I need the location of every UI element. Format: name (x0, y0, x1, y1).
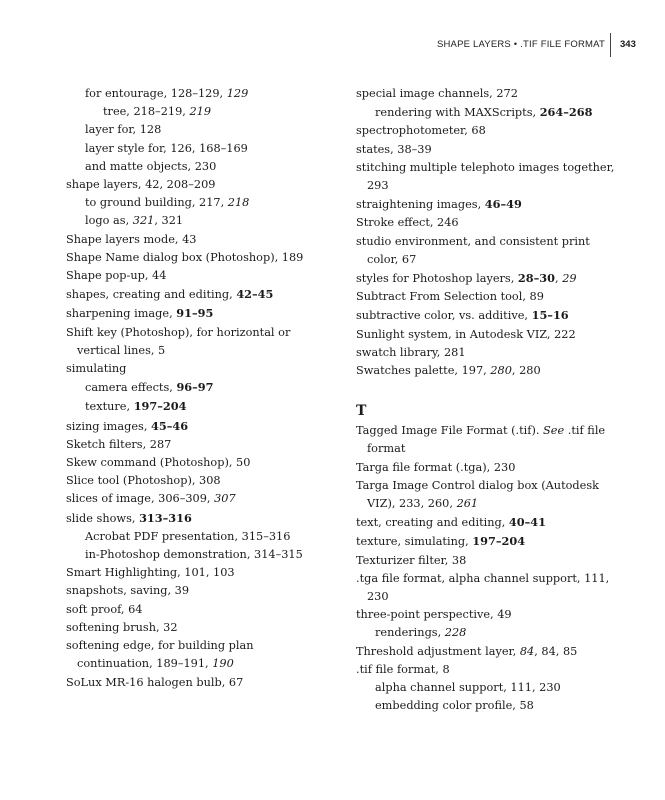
index-entry (66, 637, 328, 673)
entry-text: in-Photoshop demonstration, 314–315 (85, 548, 303, 562)
page-ref-italic: 29 (562, 272, 577, 286)
index-entry (66, 509, 328, 528)
index-entry (66, 674, 328, 692)
entry-text: texture, simulating, (356, 535, 473, 549)
index-entry (66, 417, 328, 436)
entry-text: Slice tool (Photoshop), 308 (66, 474, 221, 488)
entry-text: sharpening image, (66, 307, 177, 321)
entry-text: slide shows, (66, 511, 140, 525)
index-entry (356, 326, 618, 344)
entry-text: SoLux MR-16 halogen bulb, 67 (66, 675, 244, 689)
entry-text: logo as, (85, 214, 133, 228)
entry-text: slices of image, 306–309, (66, 492, 215, 506)
entry-text: styles for Photoshop layers, (356, 272, 518, 286)
index-entry (356, 269, 618, 288)
index-subentry (356, 679, 618, 697)
index-entry (66, 472, 328, 490)
entry-text: Swatches palette, 197, (356, 364, 491, 378)
entry-text: for entourage, 128–129, (85, 87, 227, 100)
entry-text: layer for, 128 (85, 123, 162, 137)
entry-text: , (555, 272, 563, 286)
page-ref-bold: 42–45 (236, 287, 274, 302)
index-entry (66, 564, 328, 582)
entry-text: Sunlight system, in Autodesk VIZ, 222 (356, 327, 576, 341)
index-subentry (66, 528, 328, 546)
index-entry (356, 159, 618, 195)
entry-text: soft proof, 64 (66, 602, 143, 616)
index-subentry (66, 158, 328, 176)
index-entry (66, 324, 328, 360)
index-entry (356, 661, 618, 679)
index-entry (356, 233, 618, 269)
entry-text: stitching multiple telephoto images together, 293 (356, 160, 615, 193)
index-group-t (356, 422, 618, 715)
index-entry (356, 122, 618, 140)
page-ref-bold: 313–316 (139, 510, 192, 525)
entry-text: Threshold adjustment layer, (356, 644, 520, 658)
entry-text: Stroke effect, 246 (356, 216, 459, 230)
index-group-s-continued (356, 85, 618, 380)
page-ref-bold: 46–49 (484, 197, 522, 212)
index-entry (66, 436, 328, 454)
entry-text: Shape Name dialog box (Photoshop), 189 (66, 250, 304, 264)
entry-text: simulating (66, 362, 127, 376)
index-entry (356, 288, 618, 306)
entry-text: renderings, (375, 626, 445, 640)
page-ref-bold: 28–30 (517, 271, 555, 286)
running-header-title: SHAPE LAYERS • .TIF FILE FORMAT (436, 39, 605, 50)
page-ref-bold: 197–204 (133, 399, 187, 414)
entry-text: Targa Image Control dialog box (Autodesk VIZ), 233, 260, (356, 478, 599, 511)
entry-text: shape layers, 42, 208–209 (66, 178, 216, 192)
index-subentry (66, 103, 328, 121)
entry-text: Skew command (Photoshop), 50 (66, 456, 251, 470)
page-ref-italic: 129 (226, 87, 249, 100)
entry-text: straightening images, (356, 198, 485, 212)
page-ref-bold: 96–97 (176, 380, 214, 395)
page-ref-bold: 264–268 (539, 105, 593, 120)
index-column-right (356, 85, 618, 716)
index-entry (356, 643, 618, 661)
index-column-left (66, 85, 328, 692)
index-entry (356, 606, 618, 624)
entry-text: Subtract From Selection tool, 89 (356, 290, 544, 304)
index-subentry (66, 194, 328, 212)
entry-text: rendering with MAXScripts, (375, 106, 540, 120)
index-entry (66, 231, 328, 249)
entry-text: spectrophotometer, 68 (356, 124, 486, 138)
index-entry (356, 570, 618, 606)
page-ref-italic: See (543, 424, 565, 438)
index-entry (66, 490, 328, 508)
index-subentry (66, 378, 328, 397)
index-entry (66, 176, 328, 194)
running-header (0, 39, 665, 55)
page-ref-bold: 45–46 (151, 418, 189, 433)
index-entry (356, 141, 618, 159)
page-ref-bold: 91–95 (176, 306, 214, 321)
entry-text: sizing images, (66, 419, 152, 433)
entry-text: , 84, 85 (534, 644, 578, 658)
index-entry (356, 459, 618, 477)
entry-text: shapes, creating and editing, (66, 288, 237, 302)
page-ref-italic: 307 (214, 492, 236, 506)
index-entry (356, 532, 618, 551)
entry-text: .tga file format, alpha channel support, 111, 230 (356, 571, 610, 604)
page-ref-italic: 280 (490, 364, 512, 378)
entry-text: Sketch filters, 287 (66, 437, 172, 451)
page-ref-italic: 190 (212, 657, 234, 671)
section-letter-heading: T (356, 403, 367, 420)
entry-text: alpha channel support, 111, 230 (375, 681, 561, 695)
page-ref-italic: 219 (189, 105, 212, 119)
header-divider (610, 33, 611, 57)
index-entry (356, 306, 618, 325)
index-subentry (66, 546, 328, 564)
index-entry (356, 85, 618, 103)
index-entry (66, 285, 328, 304)
entry-text: studio environment, and consistent print color, 67 (356, 234, 590, 266)
index-entry (66, 249, 328, 267)
index-subentry (356, 624, 618, 642)
entry-text: Targa file format (.tga), 230 (356, 460, 516, 474)
index-entry (66, 267, 328, 285)
entry-text: three-point perspective, 49 (356, 608, 512, 622)
entry-text: swatch library, 281 (356, 345, 466, 359)
index-subentry (66, 121, 328, 139)
entry-text: , 280 (511, 364, 541, 378)
page-ref-bold: 15–16 (531, 308, 569, 323)
index-entry (66, 601, 328, 619)
index-subentry (66, 212, 328, 230)
entry-text: Shape layers mode, 43 (66, 232, 197, 246)
index-subentry (66, 397, 328, 416)
entry-text: .tif file format, 8 (356, 662, 450, 676)
entry-text: layer style for, 126, 168–169 (85, 141, 248, 155)
index-subentry (356, 697, 618, 715)
index-entry (66, 582, 328, 600)
page-ref-bold: 40–41 (508, 515, 547, 530)
index-subentry (66, 140, 328, 158)
page-ref-italic: 218 (227, 196, 250, 210)
entry-text: and matte objects, 230 (85, 159, 217, 173)
index-subentry (356, 103, 618, 122)
index-entry (356, 513, 618, 532)
entry-text: tree, 218–219, (103, 105, 190, 119)
entry-text: camera effects, (85, 381, 177, 395)
page-ref-italic: 261 (456, 497, 479, 511)
index-entry (66, 360, 328, 378)
index-subentry (66, 85, 328, 103)
entry-text: Acrobat PDF presentation, 315–316 (85, 529, 291, 543)
index-entry (356, 214, 618, 232)
page-ref-italic: 321 (132, 214, 155, 228)
index-entry (66, 304, 328, 323)
index-entry (356, 422, 618, 458)
index-entry (356, 195, 618, 214)
entry-text: text, creating and editing, (356, 516, 509, 530)
entry-text: special image channels, 272 (356, 87, 518, 100)
entry-text: snapshots, saving, 39 (66, 584, 190, 598)
entry-text: subtractive color, vs. additive, (356, 309, 532, 323)
index-entry (356, 552, 618, 570)
index-entry (356, 477, 618, 513)
entry-text: to ground building, 217, (85, 196, 228, 210)
index-entry (66, 619, 328, 637)
index-entry (356, 362, 618, 380)
entry-text: , 321 (154, 214, 184, 228)
page-number: 343 (620, 39, 636, 50)
entry-text: Texturizer filter, 38 (356, 553, 467, 567)
entry-text: softening edge, for building plan continuation, 189–191, (66, 639, 254, 671)
entry-text: softening brush, 32 (66, 620, 178, 634)
entry-text: Tagged Image File Format (.tif). (356, 424, 544, 438)
index-entry (66, 454, 328, 472)
entry-text: Shape pop-up, 44 (66, 269, 167, 283)
page-ref-bold: 197–204 (472, 534, 526, 549)
entry-text: .tif file format (367, 424, 606, 456)
entry-text: embedding color profile, 58 (375, 699, 534, 713)
page-ref-italic: 84 (519, 644, 535, 658)
entry-text: texture, (85, 400, 134, 414)
entry-text: states, 38–39 (356, 142, 432, 156)
index-entry (356, 344, 618, 362)
entry-text: Smart Highlighting, 101, 103 (66, 566, 235, 580)
entry-text: Shift key (Photoshop), for horizontal or vertical lines, 5 (66, 325, 291, 357)
page-ref-italic: 228 (444, 626, 467, 640)
